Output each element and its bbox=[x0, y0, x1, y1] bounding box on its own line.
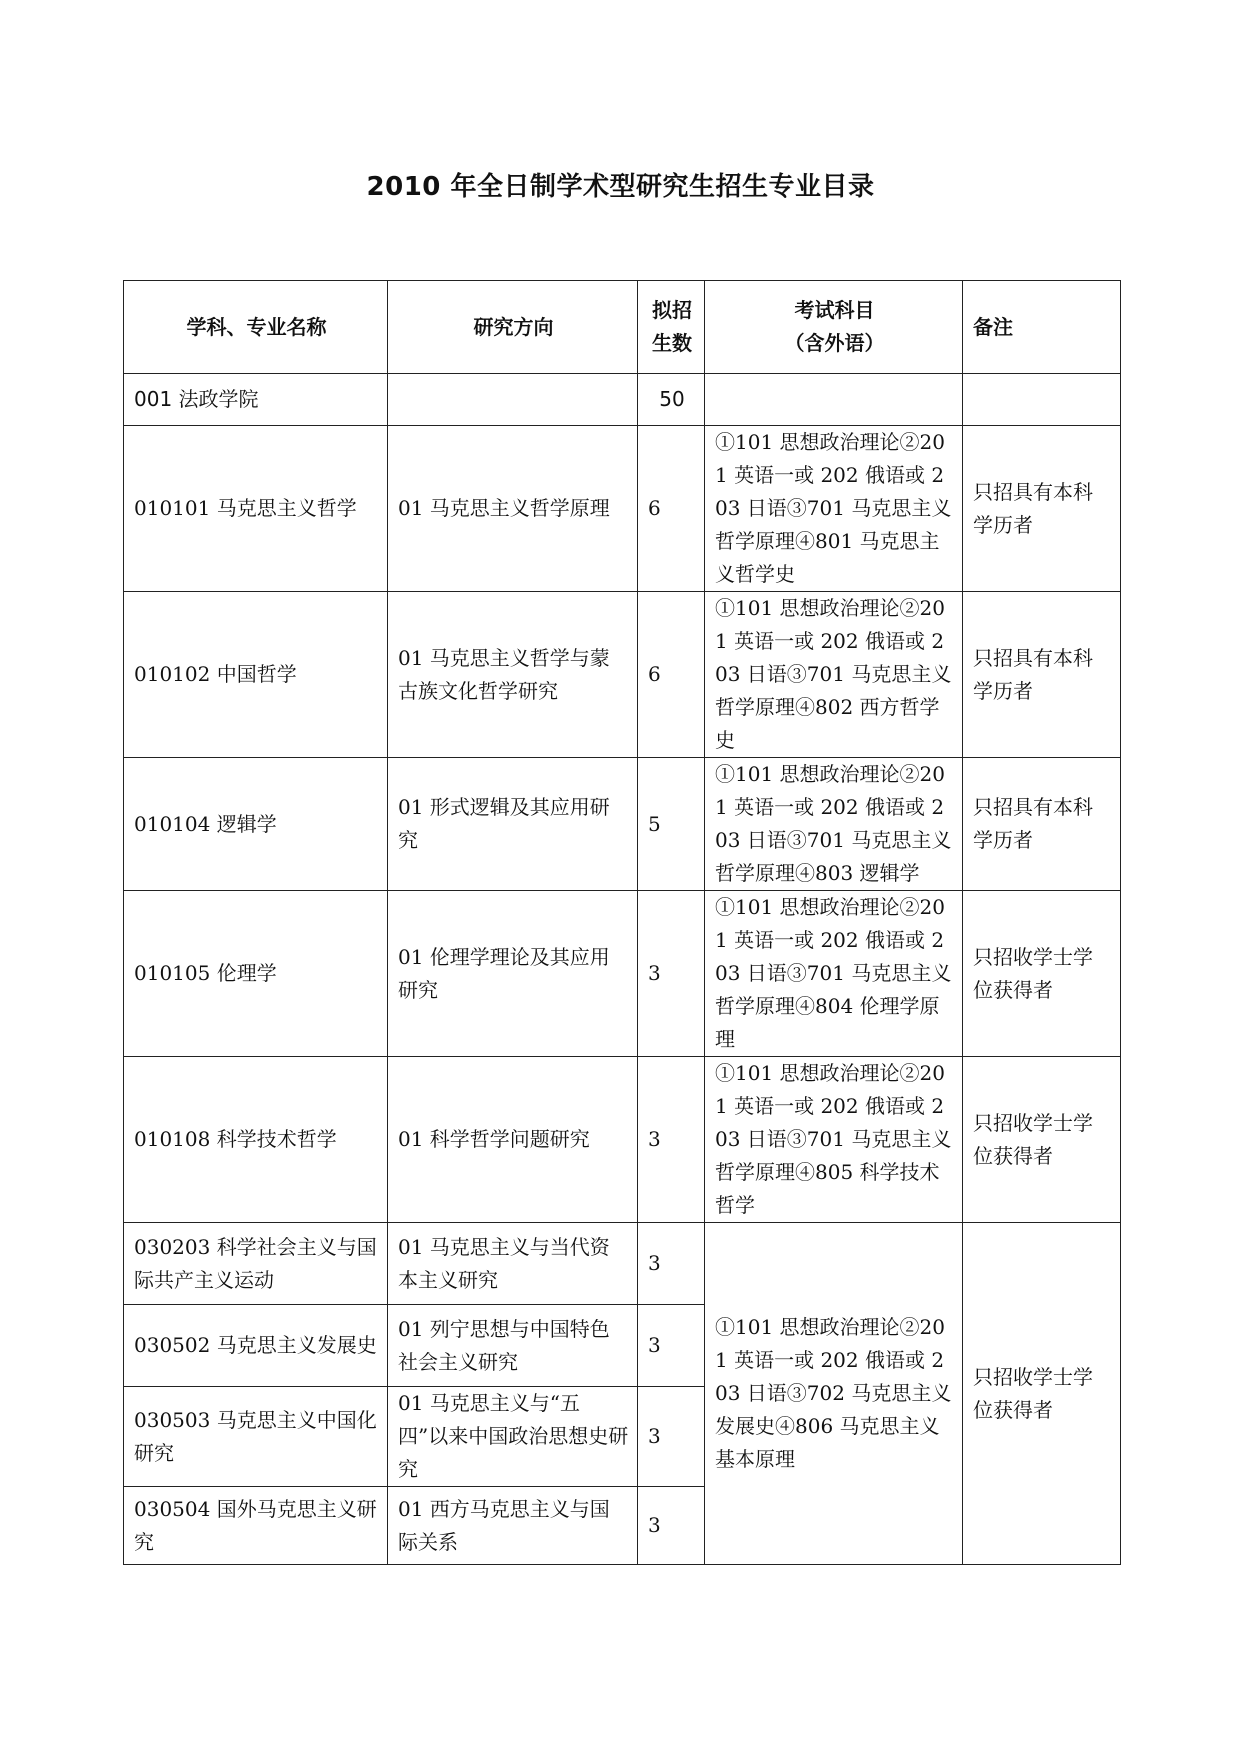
header-exam-line2: （含外语） bbox=[784, 331, 885, 355]
note-cell: 只招收学士学位获得者 bbox=[963, 891, 1121, 1057]
header-quota-line1: 拟招 bbox=[652, 298, 692, 322]
direction-cell: 01 马克思主义哲学与蒙古族文化哲学研究 bbox=[388, 592, 638, 758]
header-note: 备注 bbox=[963, 281, 1121, 374]
quota-cell: 3 bbox=[638, 1387, 705, 1487]
direction-cell: 01 马克思主义哲学原理 bbox=[388, 426, 638, 592]
table-row bbox=[124, 891, 1121, 1057]
major-cell: 010102 中国哲学 bbox=[124, 592, 388, 758]
direction-cell: 01 科学哲学问题研究 bbox=[388, 1057, 638, 1223]
department-name: 001 法政学院 bbox=[124, 374, 388, 426]
note-cell: 只招具有本科学历者 bbox=[963, 758, 1121, 891]
quota-cell: 3 bbox=[638, 1305, 705, 1387]
major-cell: 010105 伦理学 bbox=[124, 891, 388, 1057]
table-row bbox=[124, 758, 1121, 891]
header-exam bbox=[705, 281, 963, 374]
direction-cell: 01 列宁思想与中国特色社会主义研究 bbox=[388, 1305, 638, 1387]
quota-cell: 6 bbox=[638, 592, 705, 758]
note-cell: 只招收学士学位获得者 bbox=[963, 1057, 1121, 1223]
direction-cell: 01 伦理学理论及其应用研究 bbox=[388, 891, 638, 1057]
quota-cell: 6 bbox=[638, 426, 705, 592]
department-quota: 50 bbox=[638, 374, 705, 426]
header-major: 学科、专业名称 bbox=[124, 281, 388, 374]
quota-cell: 3 bbox=[638, 1487, 705, 1565]
major-cell: 010108 科学技术哲学 bbox=[124, 1057, 388, 1223]
exam-cell: ①101 思想政治理论②201 英语一或 202 俄语或 203 日语③701 马克思主义哲学原理④804 伦理学原理 bbox=[705, 891, 963, 1057]
exam-cell: ①101 思想政治理论②201 英语一或 202 俄语或 203 日语③701 马克思主义哲学原理④802 西方哲学史 bbox=[705, 592, 963, 758]
table-row bbox=[124, 592, 1121, 758]
department-direction bbox=[388, 374, 638, 426]
major-cell: 030203 科学社会主义与国际共产主义运动 bbox=[124, 1223, 388, 1305]
header-exam-line1: 考试科目 bbox=[794, 298, 875, 322]
exam-cell: ①101 思想政治理论②201 英语一或 202 俄语或 203 日语③701 马克思主义哲学原理④801 马克思主义哲学史 bbox=[705, 426, 963, 592]
major-cell: 030502 马克思主义发展史 bbox=[124, 1305, 388, 1387]
quota-cell: 5 bbox=[638, 758, 705, 891]
quota-cell: 3 bbox=[638, 1223, 705, 1305]
exam-cell: ①101 思想政治理论②201 英语一或 202 俄语或 203 日语③701 马克思主义哲学原理④803 逻辑学 bbox=[705, 758, 963, 891]
major-cell: 030503 马克思主义中国化研究 bbox=[124, 1387, 388, 1487]
table-row bbox=[124, 426, 1121, 592]
quota-cell: 3 bbox=[638, 1057, 705, 1223]
department-note bbox=[963, 374, 1121, 426]
table-row bbox=[124, 1057, 1121, 1223]
quota-cell: 3 bbox=[638, 891, 705, 1057]
major-cell: 030504 国外马克思主义研究 bbox=[124, 1487, 388, 1565]
header-quota bbox=[638, 281, 705, 374]
exam-cell-shared: ①101 思想政治理论②201 英语一或 202 俄语或 203 日语③702 马克思主义发展史④806 马克思主义基本原理 bbox=[705, 1223, 963, 1565]
major-cell: 010101 马克思主义哲学 bbox=[124, 426, 388, 592]
header-direction: 研究方向 bbox=[388, 281, 638, 374]
exam-cell: ①101 思想政治理论②201 英语一或 202 俄语或 203 日语③701 马克思主义哲学原理④805 科学技术哲学 bbox=[705, 1057, 963, 1223]
header-quota-line2: 生数 bbox=[652, 331, 692, 355]
note-cell: 只招具有本科学历者 bbox=[963, 426, 1121, 592]
department-row bbox=[124, 374, 1121, 426]
major-catalog-table bbox=[123, 280, 1121, 1565]
note-cell: 只招具有本科学历者 bbox=[963, 592, 1121, 758]
table-header bbox=[124, 281, 1121, 374]
department-exam bbox=[705, 374, 963, 426]
major-cell: 010104 逻辑学 bbox=[124, 758, 388, 891]
direction-cell: 01 马克思主义与“五四”以来中国政治思想史研究 bbox=[388, 1387, 638, 1487]
direction-cell: 01 马克思主义与当代资本主义研究 bbox=[388, 1223, 638, 1305]
direction-cell: 01 西方马克思主义与国际关系 bbox=[388, 1487, 638, 1565]
note-cell-shared: 只招收学士学位获得者 bbox=[963, 1223, 1121, 1565]
table-row bbox=[124, 1223, 1121, 1305]
direction-cell: 01 形式逻辑及其应用研究 bbox=[388, 758, 638, 891]
page-title: 2010 年全日制学术型研究生招生专业目录 bbox=[366, 172, 875, 202]
